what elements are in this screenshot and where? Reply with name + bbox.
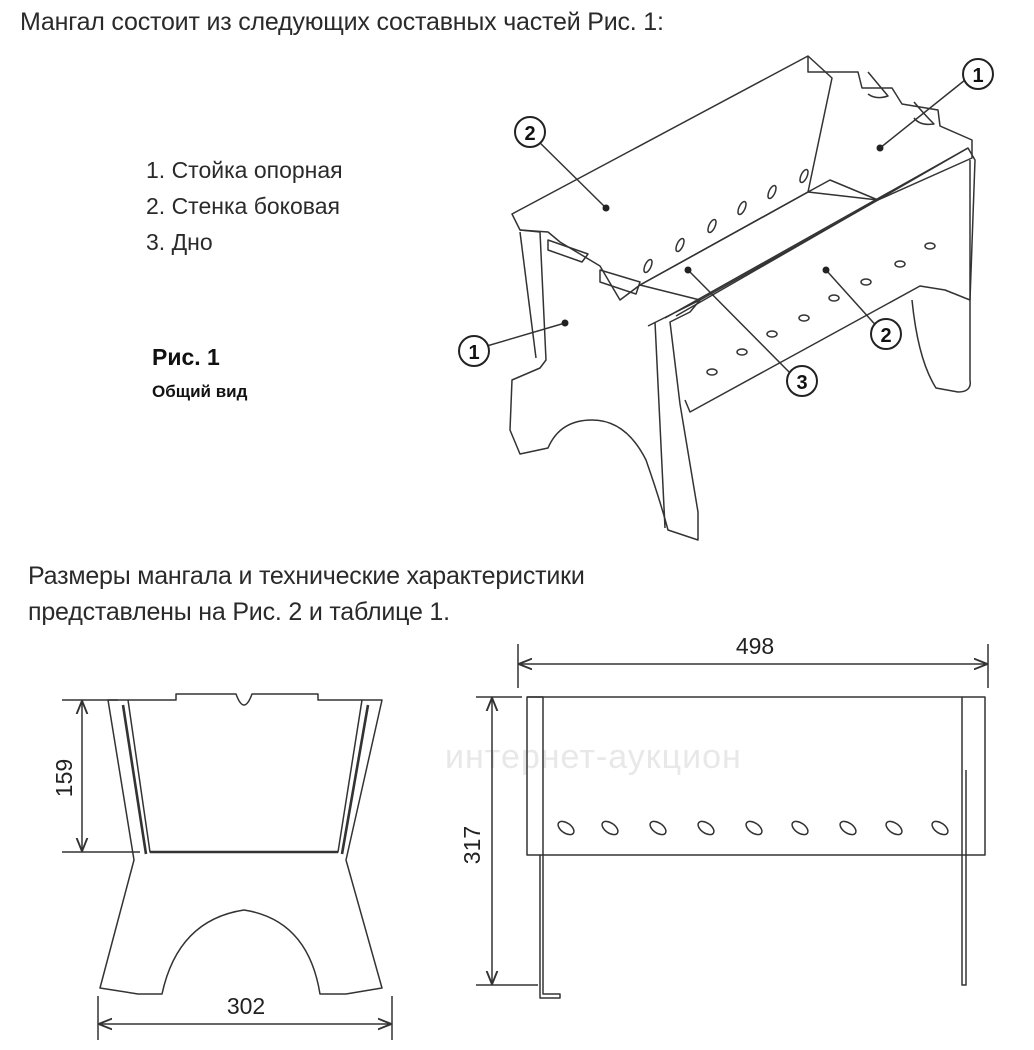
stand-top-edge [128, 694, 362, 705]
side-wall-panel [527, 697, 985, 855]
wall-holes [556, 819, 950, 838]
back-wall-slots [642, 168, 809, 273]
right-stand-notch-upper [868, 72, 888, 98]
figure-subtitle: Общий вид [152, 382, 248, 401]
front-wall-top-edge [676, 148, 968, 316]
back-side-wall [512, 56, 832, 300]
legend-item-side-wall: 2. Стенка боковая [146, 193, 340, 219]
dim-159-label: 159 [51, 758, 77, 798]
figure-title: Рис. 1 [152, 344, 220, 370]
leader-3 [688, 270, 795, 378]
description-line-1: Размеры мангала и технические характеристики [28, 562, 585, 590]
dim-498-label: 498 [735, 633, 775, 659]
description-line-2: представлены на Рис. 2 и таблице 1. [28, 598, 450, 626]
leader-dots [562, 145, 884, 327]
tab-left-upper [548, 240, 588, 262]
front-left-stand [510, 230, 700, 540]
callout-label: 2 [524, 123, 536, 145]
callout-label: 1 [972, 65, 984, 87]
leader-1-left [480, 323, 565, 348]
callout-label: 3 [796, 372, 808, 394]
stand-outline [100, 700, 382, 994]
legend-item-bottom: 3. Дно [146, 229, 213, 255]
right-leg [962, 697, 966, 985]
front-view [476, 644, 988, 998]
leader-2-front [826, 270, 880, 330]
callout-left-1 [459, 336, 489, 366]
watermark-text: интернет-аукцион [445, 738, 742, 776]
front-left-stand-edge [520, 232, 536, 358]
callout-label: 2 [880, 325, 892, 347]
dim-302-label: 302 [226, 993, 266, 1019]
callout-front-2 [871, 319, 901, 349]
intro-text: Мангал состоит из следующих составных частей Рис. 1: [20, 8, 664, 36]
stand-inner-left [123, 705, 146, 854]
front-wall-holes [707, 243, 935, 375]
front-left-leg-inner [655, 322, 665, 528]
callout-back-2 [515, 117, 545, 147]
isometric-view [480, 56, 975, 540]
left-leg [527, 697, 560, 998]
legend-item-support-stand: 1. Стойка опорная [146, 157, 343, 183]
front-right-leg [912, 160, 970, 392]
callout-bottom-3 [787, 366, 817, 396]
side-view [62, 694, 392, 1040]
dim-317-label: 317 [459, 825, 485, 865]
callout-label: 1 [468, 342, 480, 364]
callout-right-1 [963, 59, 993, 89]
